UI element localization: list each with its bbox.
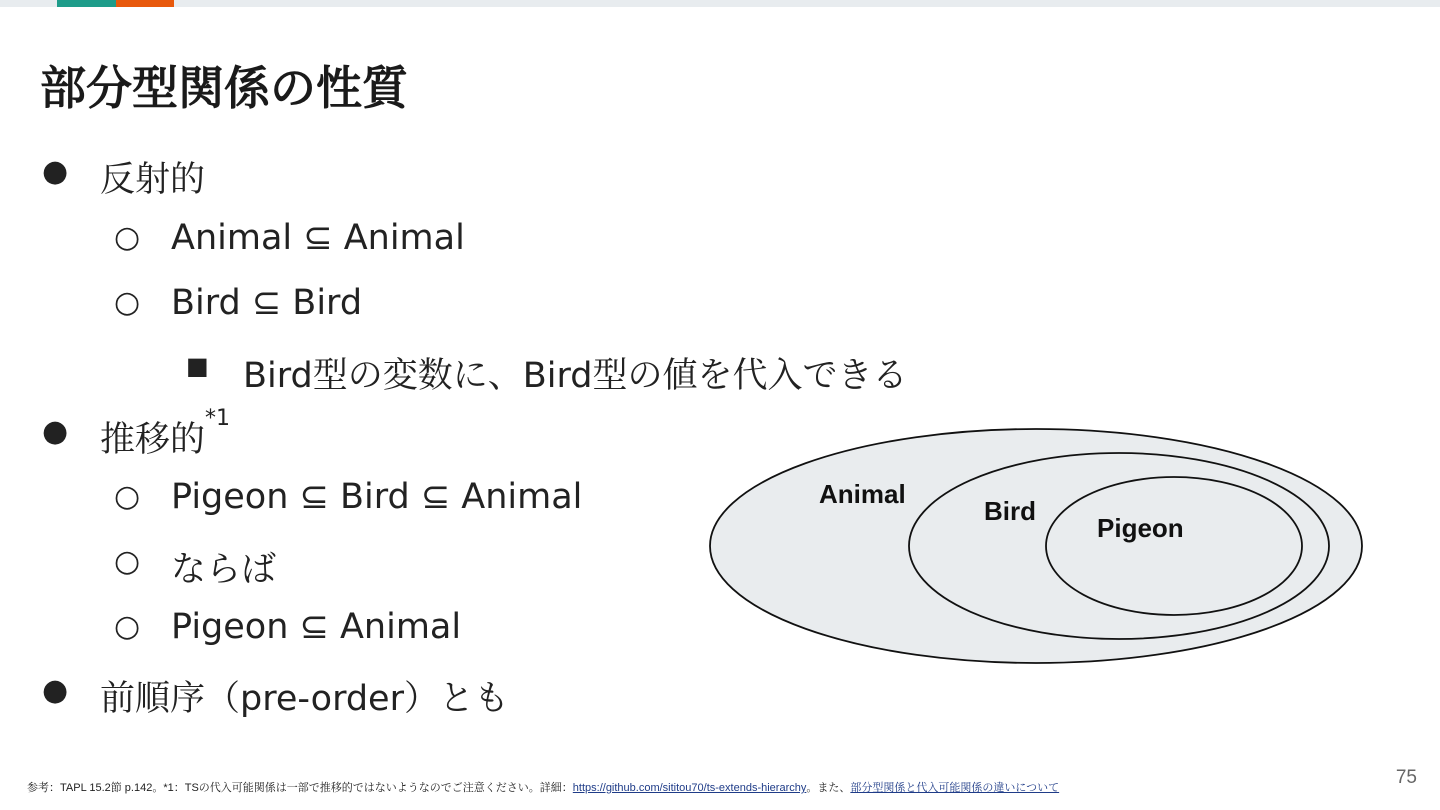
subtype-nesting-diagram <box>705 425 1370 670</box>
footnote-link-difference[interactable]: 部分型関係と代入可能関係の違いについて <box>850 782 1060 794</box>
bullet-text: 前順序（pre-order）とも <box>100 679 509 719</box>
square-bullet-marker: ■ <box>186 352 209 380</box>
bullet-text-main: 推移的 <box>100 420 206 460</box>
sub-bullet-text: ならば <box>171 550 277 590</box>
pigeon-ellipse <box>1046 477 1302 615</box>
sub-bullet-marker: ○ <box>114 479 141 514</box>
top-accent-bar <box>0 0 1440 7</box>
sub-bullet-text: Pigeon ⊆ Bird ⊆ Animal <box>171 477 583 517</box>
sub-bullet-text: Bird ⊆ Bird <box>171 283 363 323</box>
bullet-marker: ● <box>42 154 69 189</box>
bird-label: Bird <box>984 496 1036 526</box>
footnote-middle: 。また、 <box>806 782 851 794</box>
footnote-prefix: 参考：TAPL 15.2節 p.142。*1：TSの代入可能関係は一部で推移的ではないようなのでご注意ください。詳細： <box>27 782 573 794</box>
slide-title: 部分型関係の性質 <box>40 61 408 115</box>
bullet-marker: ● <box>42 673 69 708</box>
sub-sub-bullet-text: Bird型の変数に、Bird型の値を代入できる <box>243 356 908 396</box>
sub-bullet-marker: ○ <box>114 544 141 579</box>
accent-teal-segment <box>57 0 116 7</box>
sub-bullet-text: Animal ⊆ Animal <box>171 218 465 258</box>
footnote-ref: *1 <box>205 406 231 431</box>
sub-bullet-marker: ○ <box>114 609 141 644</box>
bullet-text: 反射的 <box>100 160 206 200</box>
pigeon-label: Pigeon <box>1097 513 1184 543</box>
sub-bullet-text: Pigeon ⊆ Animal <box>171 607 462 647</box>
animal-label: Animal <box>819 479 906 509</box>
accent-orange-segment <box>116 0 174 7</box>
bullet-marker: ● <box>42 414 69 449</box>
sub-bullet-marker: ○ <box>114 220 141 255</box>
footnote-link-github[interactable]: https://github.com/sititou70/ts-extends-hierarchy <box>572 782 807 794</box>
footnote <box>27 779 1059 795</box>
page-number: 75 <box>1395 767 1417 788</box>
bullet-text <box>100 406 231 462</box>
sub-bullet-marker: ○ <box>114 285 141 320</box>
